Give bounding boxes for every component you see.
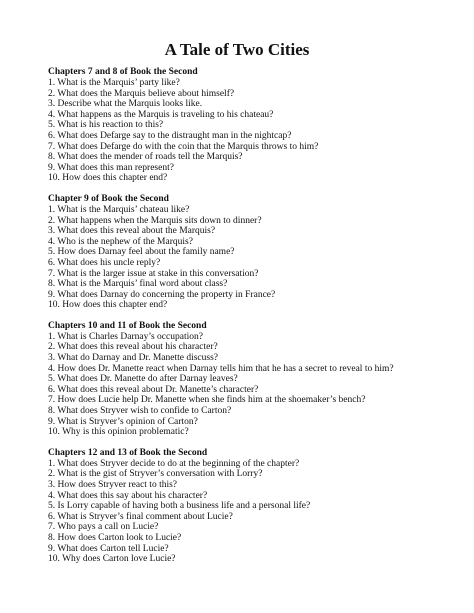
question-item: 5. Is Lorry capable of having both a business life and a personal life? bbox=[48, 501, 311, 512]
question-item: 6. What does his uncle reply? bbox=[48, 257, 161, 268]
question-item: 1. What is the Marquis’ chateau like? bbox=[48, 204, 190, 215]
section-chapters-12-13 bbox=[48, 448, 468, 565]
question-item: 7. What is the larger issue at stake in this conversation? bbox=[48, 268, 259, 279]
question-item: 4. How does Dr. Manette react when Darnay tells him that he has a secret to reveal to him? bbox=[48, 363, 394, 374]
question-item: 4. What does this say about his character? bbox=[48, 490, 208, 501]
question-item: 1. What is the Marquis’ party like? bbox=[48, 78, 180, 88]
question-item: 10. How does this chapter end? bbox=[48, 173, 168, 184]
question-item: 8. What does the mender of roads tell the Marquis? bbox=[48, 152, 243, 163]
question-item: 7. How does Lucie help Dr. Manette when she finds him at the shoemaker’s bench? bbox=[48, 395, 366, 406]
question-item: 2. What does the Marquis believe about himself? bbox=[48, 88, 235, 99]
question-item: 10. How does this chapter end? bbox=[48, 300, 168, 311]
question-list bbox=[48, 78, 468, 184]
section-heading: Chapters 12 and 13 of Book the Second bbox=[48, 447, 208, 458]
question-item: 4. Who is the nephew of the Marquis? bbox=[48, 236, 193, 247]
question-list bbox=[48, 205, 468, 311]
question-item: 7. What does Defarge do with the coin that the Marquis throws to him? bbox=[48, 141, 319, 152]
question-item: 8. What is the Marquis’ final word about class? bbox=[48, 279, 228, 290]
section-chapters-7-8 bbox=[48, 67, 468, 184]
question-item: 6. What does Defarge say to the distraught man in the nightcap? bbox=[48, 130, 292, 141]
question-item: 8. What does Stryver wish to confide to Carton? bbox=[48, 406, 232, 417]
section-heading: Chapters 7 and 8 of Book the Second bbox=[48, 67, 198, 77]
question-list bbox=[48, 459, 468, 565]
question-item: 5. What does Dr. Manette do after Darnay leaves? bbox=[48, 374, 238, 385]
question-item: 2. What is the gist of Stryver’s conversation with Lorry? bbox=[48, 469, 263, 480]
question-item: 7. Who pays a call on Lucie? bbox=[48, 522, 159, 533]
question-item: 8. How does Carton look to Lucie? bbox=[48, 532, 182, 543]
question-item: 9. What does Carton tell Lucie? bbox=[48, 543, 169, 554]
section-chapter-9 bbox=[48, 194, 468, 311]
document-body bbox=[48, 67, 468, 575]
question-item: 9. What does this man represent? bbox=[48, 162, 174, 173]
question-item: 9. What is Stryver’s opinion of Carton? bbox=[48, 416, 198, 427]
question-item: 3. What does this reveal about the Marquis? bbox=[48, 226, 216, 237]
document-title: A Tale of Two Cities bbox=[164, 40, 310, 59]
question-item: 1. What does Stryver decide to do at the beginning of the chapter? bbox=[48, 458, 300, 469]
question-item: 5. What is his reaction to this? bbox=[48, 120, 164, 131]
question-item: 5. How does Darnay feel about the family name? bbox=[48, 247, 235, 258]
question-item: 10. Why is this opinion problematic? bbox=[48, 427, 189, 438]
section-heading: Chapters 10 and 11 of Book the Second bbox=[48, 320, 207, 331]
question-item: 3. How does Stryver react to this? bbox=[48, 480, 178, 490]
question-item: 9. What does Darnay do concerning the property in France? bbox=[48, 289, 276, 300]
question-item: 6. What does this reveal about Dr. Manette’s character? bbox=[48, 384, 259, 395]
section-chapters-10-11 bbox=[48, 321, 468, 438]
question-item: 3. What do Darnay and Dr. Manette discuss? bbox=[48, 353, 218, 364]
question-item: 2. What does this reveal about his character? bbox=[48, 342, 218, 353]
question-item: 1. What is Charles Darnay’s occupation? bbox=[48, 331, 203, 342]
question-list bbox=[48, 332, 468, 438]
question-item: 4. What happens as the Marquis is traveling to his chateau? bbox=[48, 109, 274, 120]
question-item: 2. What happens when the Marquis sits down to dinner? bbox=[48, 215, 262, 226]
question-item: 3. Describe what the Marquis looks like. bbox=[48, 99, 203, 110]
question-item: 6. What is Stryver’s final comment about Lucie? bbox=[48, 511, 233, 522]
question-item: 10. Why does Carton love Lucie? bbox=[48, 554, 176, 565]
section-heading: Chapter 9 of Book the Second bbox=[48, 193, 169, 204]
